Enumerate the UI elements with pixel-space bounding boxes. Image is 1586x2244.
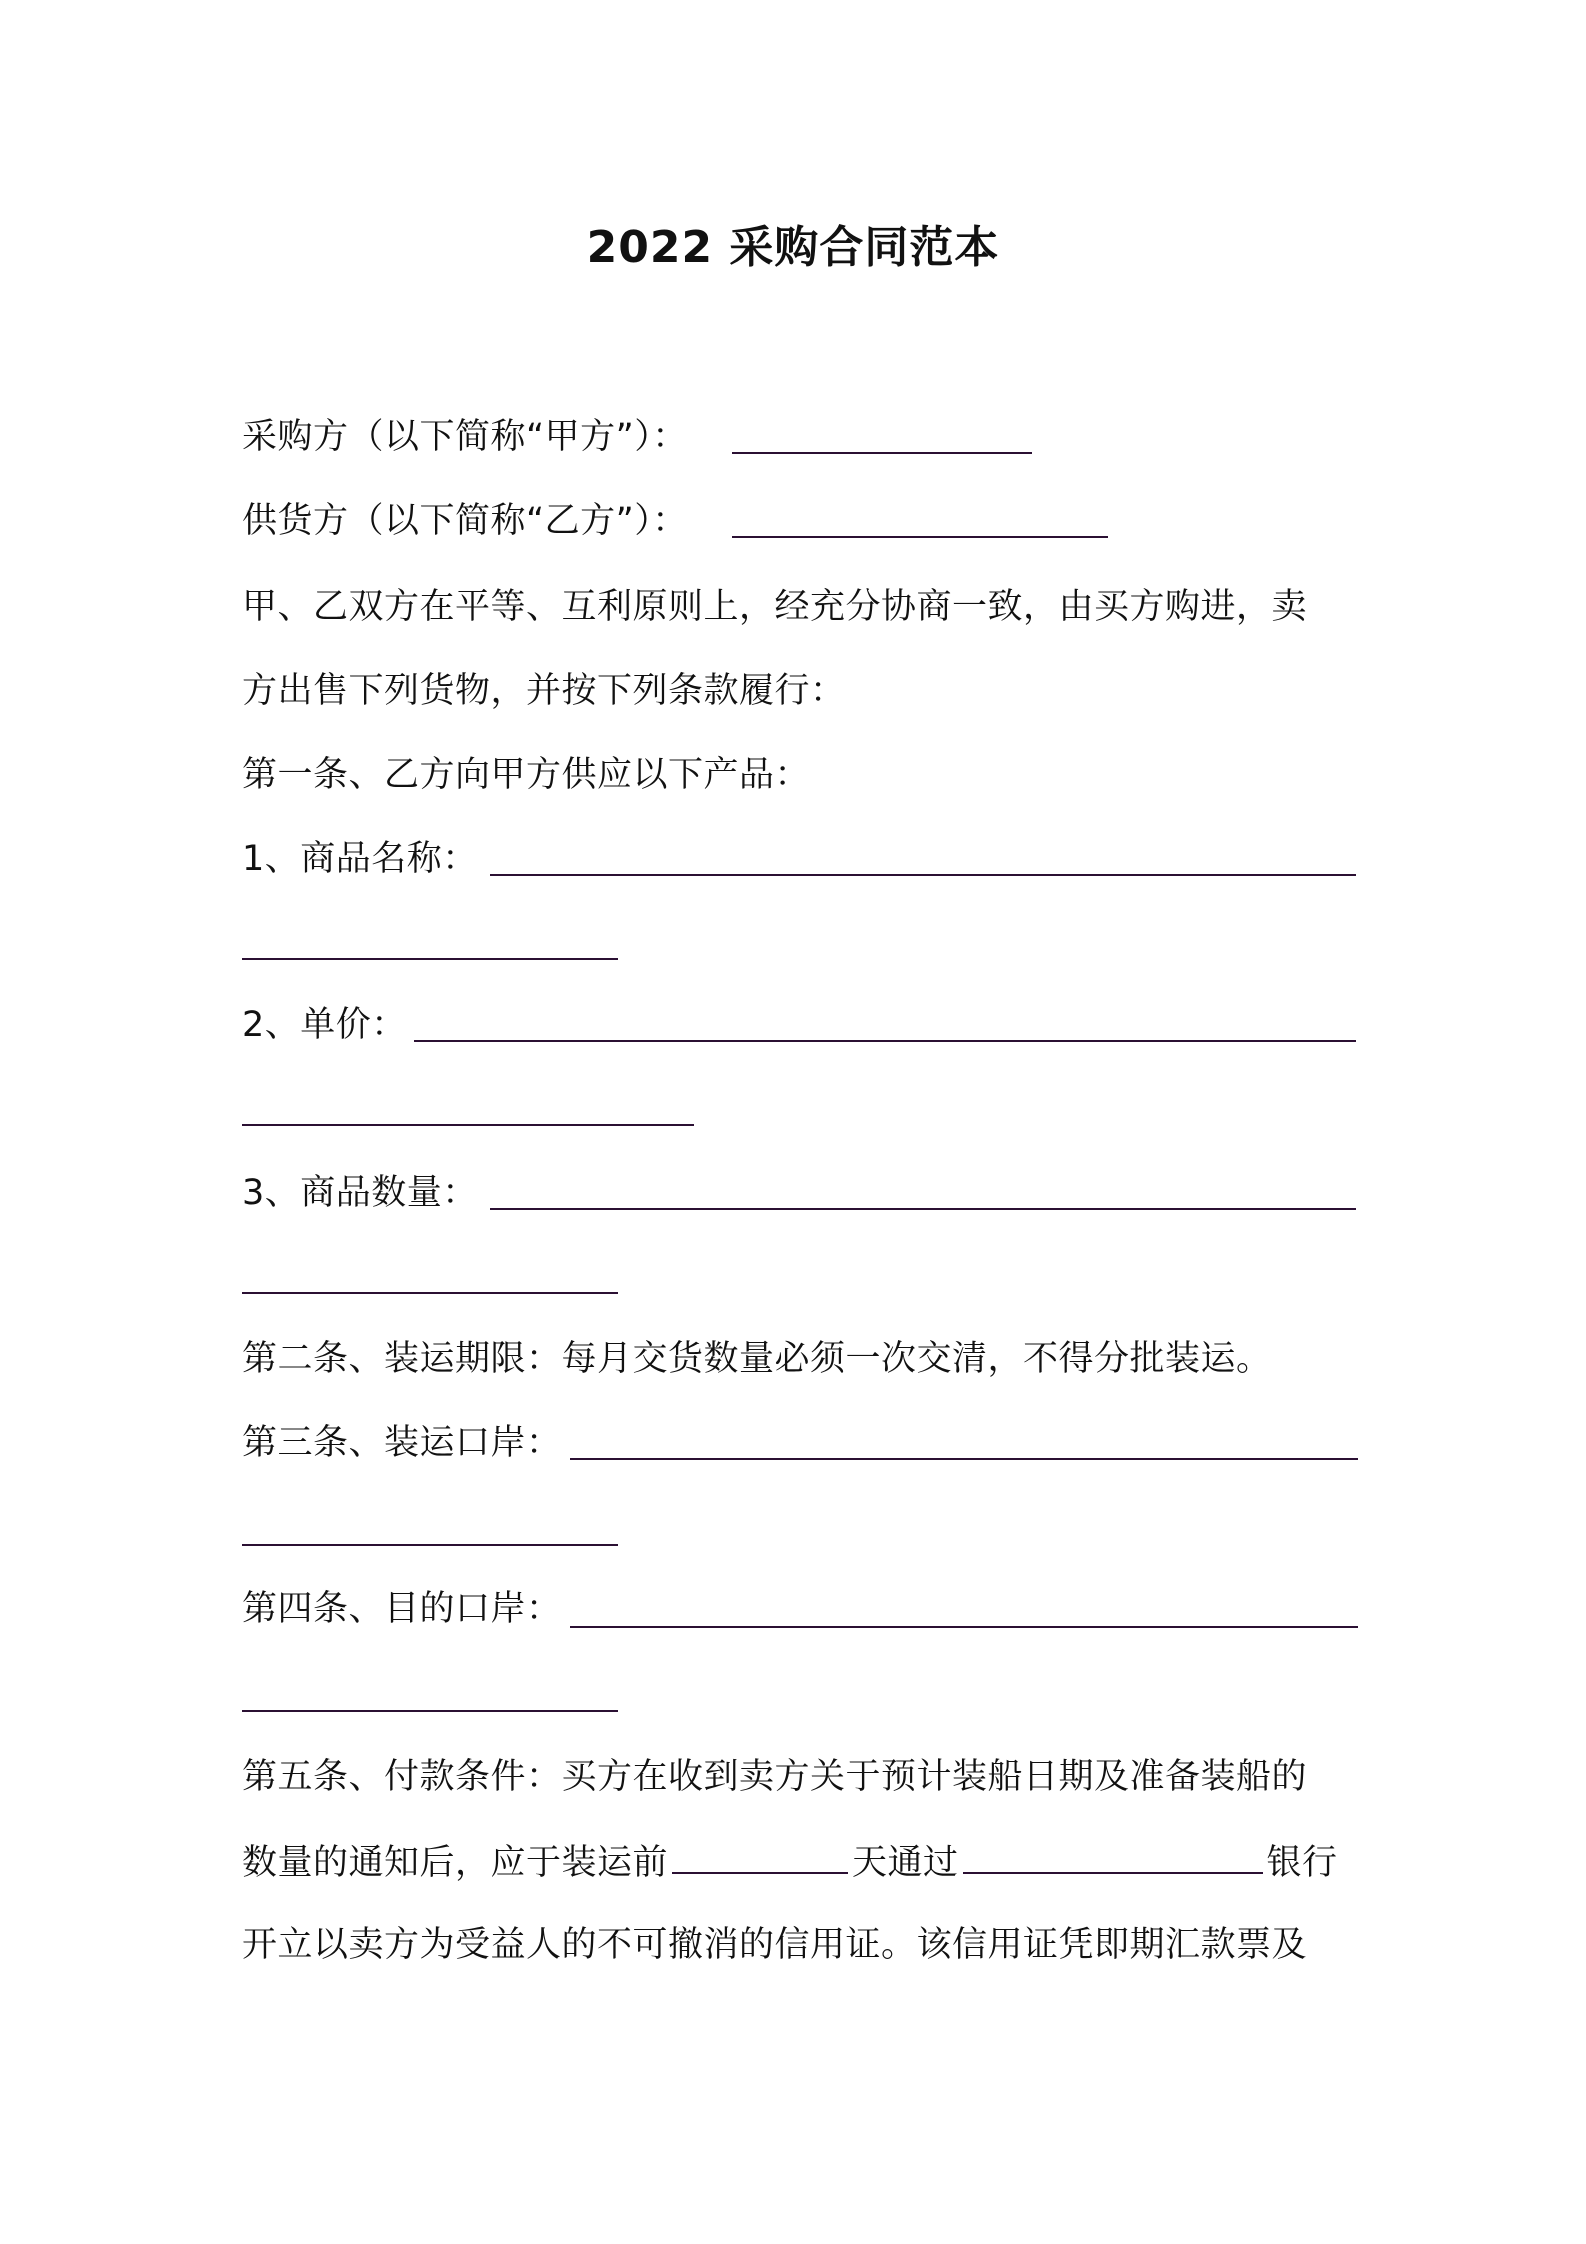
article-4-blank[interactable]: [570, 1626, 1358, 1628]
article-1-heading: 第一条、乙方向甲方供应以下产品：: [242, 755, 811, 795]
item-2-label: 2、单价：: [242, 1005, 407, 1045]
intro-line-2: 方出售下列货物，并按下列条款履行：: [242, 671, 846, 711]
article-4-blank-continued[interactable]: [242, 1710, 618, 1712]
item-1-blank[interactable]: [490, 874, 1356, 876]
article-3-blank[interactable]: [570, 1458, 1358, 1460]
article-5-text-a: 数量的通知后，应于装运前: [242, 1843, 669, 1883]
party-a-blank[interactable]: [732, 452, 1032, 454]
item-3-blank-continued[interactable]: [242, 1292, 618, 1294]
article-3-label: 第三条、装运口岸：: [242, 1423, 562, 1463]
bank-blank[interactable]: [963, 1836, 1263, 1874]
item-3-blank[interactable]: [490, 1208, 1356, 1210]
document-title: 2022 采购合同范本: [586, 222, 1000, 273]
article-5-text-c: 银行: [1266, 1843, 1338, 1883]
article-5-line-3: 开立以卖方为受益人的不可撤消的信用证。该信用证凭即期汇款票及: [242, 1925, 1308, 1965]
party-b-label: 供货方（以下简称“乙方”）：: [242, 501, 688, 541]
article-5-text-b: 天通过: [852, 1843, 959, 1883]
days-blank[interactable]: [672, 1836, 848, 1874]
party-b-blank[interactable]: [732, 536, 1108, 538]
item-1-blank-continued[interactable]: [242, 958, 618, 960]
article-5-line-2: [242, 1836, 1338, 1888]
item-3-label: 3、商品数量：: [242, 1173, 478, 1213]
item-2-blank[interactable]: [414, 1040, 1356, 1042]
article-2-text: 第二条、装运期限：每月交货数量必须一次交清，不得分批装运。: [242, 1339, 1272, 1379]
party-a-label: 采购方（以下简称“甲方”）：: [242, 417, 688, 457]
item-2-blank-continued[interactable]: [242, 1124, 694, 1126]
article-3-blank-continued[interactable]: [242, 1544, 618, 1546]
article-4-label: 第四条、目的口岸：: [242, 1589, 562, 1629]
intro-line-1: 甲、乙双方在平等、互利原则上，经充分协商一致，由买方购进，卖: [242, 587, 1308, 627]
article-5-line-1: 第五条、付款条件：买方在收到卖方关于预计装船日期及准备装船的: [242, 1757, 1308, 1797]
item-1-label: 1、商品名称：: [242, 839, 478, 879]
